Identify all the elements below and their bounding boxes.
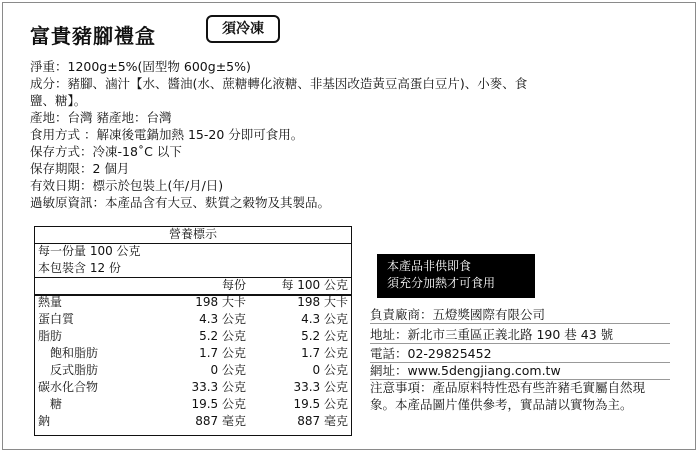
allergen: 過敏原資訊：本產品含有大豆、麩質之穀物及其製品。 — [30, 195, 331, 210]
nutrition-row: 反式脂肪 0 公克 0 公克 — [38, 363, 348, 377]
nutrition-row: 飽和脂肪 1.7 公克 1.7 公克 — [38, 346, 348, 360]
shelf-life: 保存期限：2 個月 — [30, 161, 130, 176]
ingredients: 成分：豬腳、滷汁【水、醬油(水、蔗糖轉化液糖、非基因改造黃豆高蛋白豆片)、小麥、食 — [30, 76, 528, 91]
divider — [370, 323, 670, 324]
nutrition-header: 營養標示 — [168, 227, 217, 241]
product-title: 富貴豬腳禮盒 — [30, 24, 156, 48]
divider — [34, 294, 352, 296]
nutrition-row: 熱量 198 大卡 198 大卡 — [38, 295, 348, 309]
usage: 食用方式 ：解凍後電鍋加熱 15-20 分即可食用。 — [30, 127, 304, 142]
maker-name: 負責廠商：五燈獎國際有限公司 — [370, 307, 546, 322]
caution-note-cont: 象。本產品圖片僅供參考，實品請以實物為主。 — [370, 397, 633, 412]
divider — [34, 243, 352, 244]
nutrition-row: 蛋白質 4.3 公克 4.3 公克 — [38, 312, 348, 326]
nutrition-row: 碳水化合物 33.3 公克 33.3 公克 — [38, 380, 348, 394]
divider — [34, 277, 352, 278]
ingredients-cont: 鹽、糖】。 — [30, 93, 87, 108]
expiry: 有效日期：標示於包裝上(年/月/日) — [30, 178, 224, 193]
nutrition-row: 鈉 887 毫克 887 毫克 — [38, 414, 348, 428]
maker-website: 網址：www.5dengjiang.com.tw — [370, 363, 561, 378]
col-per-100g: 每 100 公克 — [281, 278, 348, 292]
frozen-badge: 須冷凍 — [206, 15, 280, 43]
notice-line: 須充分加熱才可食用 — [387, 276, 496, 290]
divider — [370, 343, 670, 344]
notice-line: 本產品非供即食 — [387, 259, 472, 273]
maker-phone: 電話：02-29825452 — [370, 346, 492, 361]
storage: 保存方式：冷凍-18˚C 以下 — [30, 144, 182, 159]
maker-address: 地址：新北市三重區正義北路 190 巷 43 號 — [370, 327, 614, 342]
col-per-serving: 每份 — [221, 278, 246, 292]
nutrition-row: 糖 19.5 公克 19.5 公克 — [38, 397, 348, 411]
nutrition-row: 脂肪 5.2 公克 5.2 公克 — [38, 329, 348, 343]
servings-per-pack: 本包裝含 12 份 — [38, 261, 121, 275]
nutrition-table — [34, 226, 352, 430]
serving-size: 每一份量 100 公克 — [38, 244, 141, 258]
caution-note: 注意事項：產品原料特性恐有些許豬毛實屬自然現 — [370, 380, 646, 395]
origin: 產地：台灣 豬產地：台灣 — [30, 110, 172, 125]
heating-notice — [377, 254, 535, 298]
net-weight: 淨重：1200g±5%(固型物 600g±5%) — [30, 59, 251, 74]
